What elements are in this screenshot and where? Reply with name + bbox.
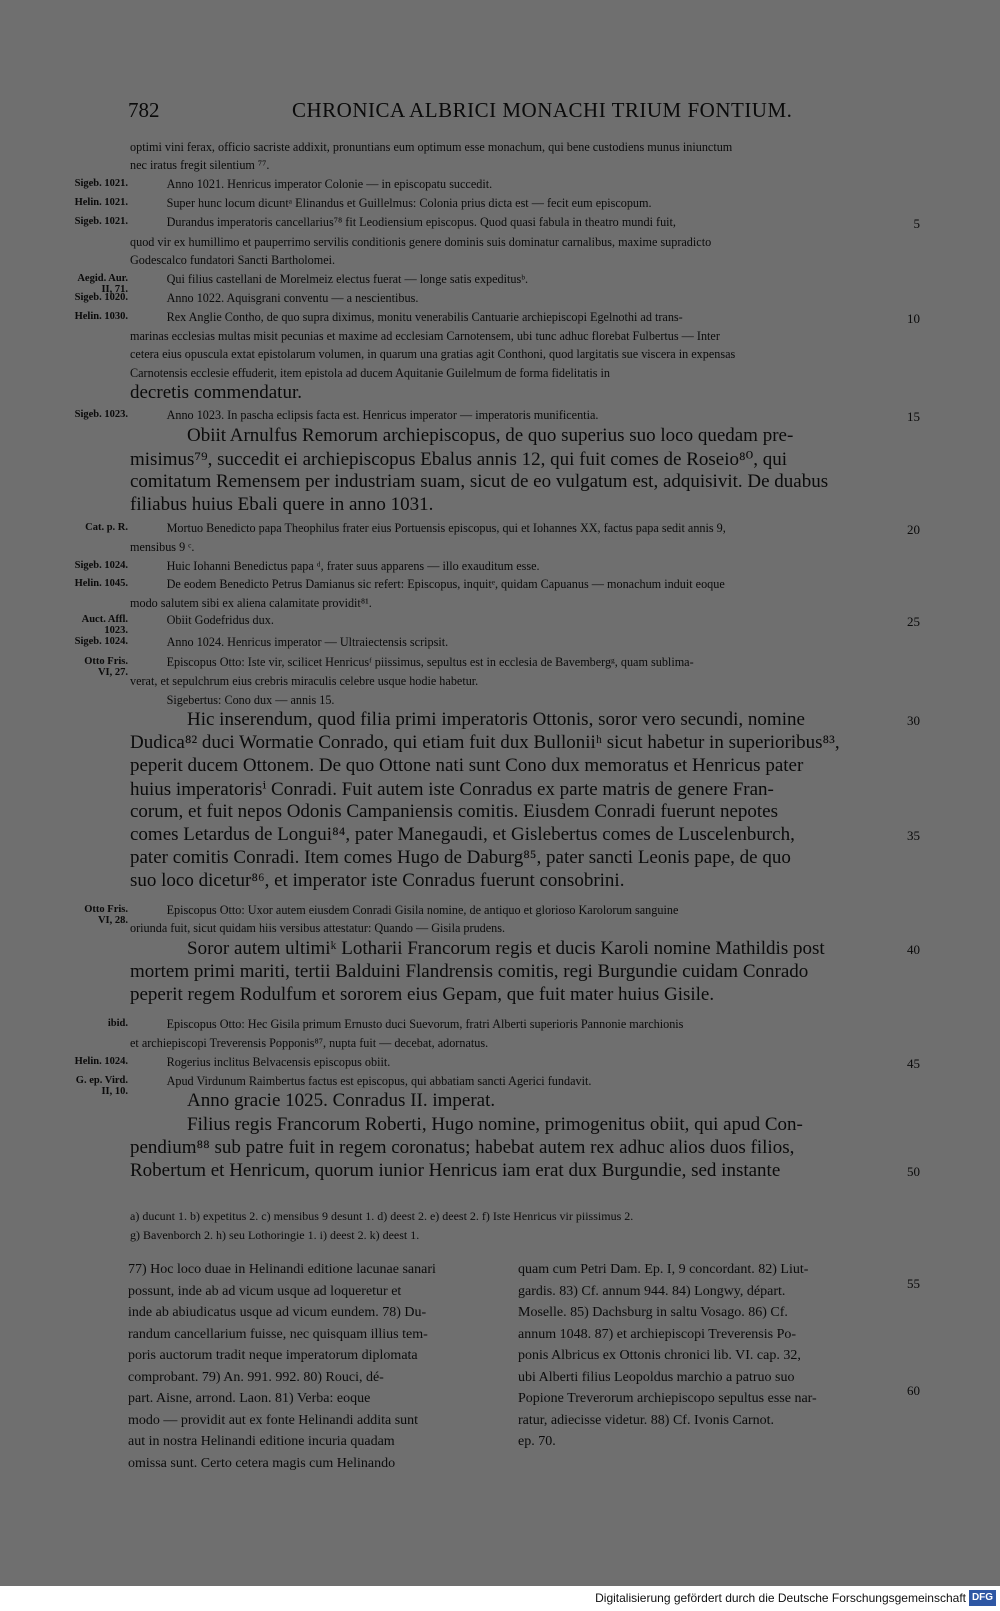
footnote-line: possunt, inde ab ad vicum usque ad loqueretur et: [128, 1283, 402, 1299]
excerpt-text-line: Anno 1022. Aquisgrani conventu — a nescientibus.: [130, 291, 419, 305]
excerpt-text-line: De eodem Benedicto Petrus Damianus sic refert: Episcopus, inquitᵉ, quidam Capuanus — monachum induit eoque: [130, 577, 725, 591]
excerpt-text-line: Obiit Godefridus dux.: [130, 613, 274, 627]
body-text-line: corum, et fuit nepos Odonis Campaniensis comitis. Eiusdem Conradi fuerunt nepotes: [130, 801, 779, 822]
body-text-line: Obiit Arnulfus Remorum archiepiscopus, de quo superius suo loco quedam pre-: [130, 425, 794, 446]
line-number: 15: [907, 409, 920, 424]
body-text-line: comes Letardus de Longui⁸⁴, pater Manegaudi, et Gislebertus comes de Luscelenburch,: [130, 824, 795, 845]
body-text-line: pendium⁸⁸ sub patre fuit in regem coronatus; habebat autem rex adhuc alios duos filios,: [130, 1137, 795, 1158]
body-text-line: mortem primi mariti, tertii Balduini Flandrensis comitis, regi Burgundie cuidam Conrado: [130, 961, 809, 982]
line-number: 60: [907, 1383, 920, 1398]
excerpt-text-line: modo salutem sibi ex aliena calamitate providit⁸¹.: [130, 596, 372, 610]
margin-source-reference: Sigeb. 1023.: [74, 409, 128, 420]
excerpt-text-line: Episcopus Otto: Hec Gisila primum Ernusto duci Suevorum, fratri Alberti superioris Pannonie marchionis: [130, 1017, 684, 1031]
footnote-line: ratur, adiecisse videtur. 88) Cf. Ivonis Carnot.: [518, 1412, 775, 1428]
margin-source-reference: Sigeb. 1024.: [74, 560, 128, 571]
margin-source-reference: Helin. 1030.: [74, 311, 128, 322]
body-text-line: comitatum Remensem per industriam suam, sicut de eo vulgatum est, adquisivit. De duabus: [130, 471, 829, 492]
excerpt-text-line: marinas ecclesias multas misit pecunias et maxime ad ecclesiam Carnotensem, ubi tunc adhuc florebat Fulbertus — Inter: [130, 329, 720, 343]
body-text-line: misimus⁷⁹, succedit ei archiepiscopus Ebalus annis 12, qui fuit comes de Roseio⁸⁰, qui: [130, 449, 788, 470]
body-text-line: suo loco dicetur⁸⁶, et imperator iste Conradus fuerunt consobrini.: [130, 870, 625, 891]
line-number: 30: [907, 713, 920, 728]
footnote-line: modo — providit aut ex fonte Helinandi addita sunt: [128, 1412, 419, 1428]
variant-line: g) Bavenborch 2. h) seu Lothoringie 1. i) deest 2. k) deest 1.: [130, 1228, 420, 1242]
margin-source-reference: Otto Fris.: [84, 656, 128, 667]
excerpt-text-line: Mortuo Benedicto papa Theophilus frater eius Portuensis episcopus, qui et Iohannes XX, factus papa sedit annis 9,: [130, 521, 726, 535]
excerpt-text-line: Super hunc locum dicuntᵃ Elinandus et Guillelmus: Colonia prius dicta est — fecit eum episcopum.: [130, 196, 652, 210]
body-text-line: Soror autem ultimiᵏ Lotharii Francorum regis et ducis Karoli nomine Mathildis post: [130, 938, 825, 959]
margin-source-reference: Sigeb. 1020.: [74, 292, 128, 303]
excerpt-text-line: et archiepiscopi Treverensis Popponis⁸⁷, nupta fuit — decebat, adornatus.: [130, 1036, 489, 1050]
excerpt-text-line: Sigebertus: Cono dux — annis 15.: [130, 693, 335, 707]
excerpt-text-line: oriunda fuit, sicut quidam hiis versibus attestatur: Quando — Gisila prudens.: [130, 921, 506, 935]
footnote-line: ubi Alberti filius Leopoldus marchio a patruo suo: [518, 1369, 795, 1385]
excerpt-text-line: Episcopus Otto: Uxor autem eiusdem Conradi Gisila nomine, de antiquo et glorioso Karolorum sanguine: [130, 903, 679, 917]
excerpt-text-line: verat, et sepulchrum eius crebris miraculis celebre usque hodie habetur.: [130, 674, 479, 688]
body-text-line: decretis commendatur.: [130, 382, 302, 403]
body-text-line: huius imperatorisⁱ Conradi. Fuit autem iste Conradus ex parte matris de genere Fran-: [130, 779, 774, 800]
margin-source-reference: Otto Fris.: [84, 904, 128, 915]
body-text-line: filiabus huius Ebali quere in anno 1031.: [130, 494, 434, 515]
excerpt-text-line: Apud Virdunum Raimbertus factus est episcopus, qui abbatiam sancti Agerici fundavit.: [130, 1074, 592, 1088]
margin-source-reference: II, 71.: [101, 284, 128, 295]
excerpt-text-line: quod vir ex humillimo et pauperrimo servilis conditionis genere dominis suis dominatur carnalibus, maxime supradicto: [130, 235, 712, 249]
footnote-line: comprobant. 79) An. 991. 992. 80) Rouci, dé-: [128, 1369, 384, 1385]
margin-source-reference: Helin. 1021.: [74, 197, 128, 208]
body-text-line: Anno gracie 1025. Conradus II. imperat.: [130, 1090, 496, 1111]
body-text-line: Hic inserendum, quod filia primi imperatoris Ottonis, soror vero secundi, nomine: [130, 709, 805, 730]
line-number: 45: [907, 1056, 920, 1071]
footnote-line: Popione Treverorum archiepiscopo sepultus esse nar-: [518, 1391, 817, 1406]
line-number: 25: [907, 614, 920, 629]
excerpt-text-line: Durandus imperatoris cancellarius⁷⁸ fit Leodiensium episcopus. Quod quasi fabula in theatro mundi fuit,: [130, 215, 676, 229]
line-number: 40: [907, 942, 920, 957]
excerpt-text-line: Rogerius inclitus Belvacensis episcopus obiit.: [130, 1055, 391, 1069]
margin-source-reference: VI, 27.: [97, 667, 128, 678]
margin-source-reference: ibid.: [107, 1018, 128, 1029]
footnote-line: part. Aisne, arrond. Laon. 81) Verba: eoque: [128, 1391, 371, 1406]
excerpt-text-line: Qui filius castellani de Morelmeiz electus fuerat — longe satis expeditusᵇ.: [130, 272, 529, 286]
footnote-line: poris auctorum tradit neque imperatorum diplomata: [128, 1348, 418, 1363]
body-text-line: Dudica⁸² duci Wormatie Conrado, qui etiam fuit dux Bulloniiʰ sicut habetur in superioribus⁸³,: [130, 732, 840, 753]
excerpt-text-line: Rex Anglie Contho, de quo supra diximus, monitu venerabilis Cantuarie archiepiscopi Egelnothi ad trans-: [130, 310, 683, 324]
excerpt-text-line: optimi vini ferax, officio sacriste addixit, pronuntians eum optimum esse monachum, qui bene custodiens munus iniunctum: [130, 140, 733, 154]
margin-source-reference: II, 10.: [101, 1086, 128, 1097]
excerpt-text-line: Anno 1023. In pascha eclipsis facta est. Henricus imperator — imperatoris munificentia.: [130, 408, 599, 422]
footnote-line: 77) Hoc loco duae in Helinandi editione lacunae sanari: [128, 1262, 436, 1277]
footnote-line: omissa sunt. Certo cetera magis cum Helinando: [128, 1455, 396, 1471]
footnote-line: annum 1048. 87) et archiepiscopi Treverensis Po-: [518, 1326, 797, 1342]
variant-line: a) ducunt 1. b) expetitus 2. c) mensibus 9 desunt 1. d) deest 2. e) deest 2. f) Iste Henricus vir piissimus 2.: [130, 1209, 634, 1223]
body-text-line: Filius regis Francorum Roberti, Hugo nomine, primogenitus obiit, qui apud Con-: [130, 1114, 803, 1135]
excerpt-text-line: Godescalco fundatori Sancti Bartholomei.: [130, 253, 336, 267]
footnote-line: inde ab abiudicatus usque ad vicum eundem. 78) Du-: [128, 1305, 427, 1320]
margin-source-reference: Aegid. Aur.: [77, 273, 128, 284]
footnote-line: ponis Albricus ex Ottonis chronici lib. VI. cap. 32,: [518, 1348, 801, 1363]
body-text-line: pater comitis Conradi. Item comes Hugo de Daburg⁸⁵, pater sancti Leonis pape, de quo: [130, 847, 791, 868]
footnote-line: quam cum Petri Dam. Ep. I, 9 concordant. 82) Liut-: [518, 1262, 809, 1277]
footnote-line: randum cancellarium fuisse, nec quisquam illius tem-: [128, 1326, 428, 1342]
margin-source-reference: Sigeb. 1021.: [74, 178, 128, 189]
margin-source-reference: Cat. p. R.: [85, 522, 128, 533]
excerpt-text-line: mensibus 9 ᶜ.: [130, 540, 195, 554]
excerpt-text-line: Huic Iohanni Benedictus papa ᵈ, frater suus apparens — illo exauditum esse.: [130, 559, 540, 573]
margin-source-reference: G. ep. Vird.: [75, 1075, 128, 1086]
line-number: 5: [913, 216, 920, 231]
line-number: 35: [907, 828, 920, 843]
margin-source-reference: Auct. Affl.: [81, 614, 128, 625]
margin-source-reference: Sigeb. 1024.: [74, 636, 128, 647]
line-number: 10: [907, 311, 920, 326]
excerpt-text-line: Anno 1024. Henricus imperator — Ultraiectensis scripsit.: [130, 635, 449, 649]
line-number: 20: [907, 522, 920, 537]
line-number: 50: [907, 1164, 920, 1179]
excerpt-text-line: Carnotensis ecclesie effuderit, item epistola ad ducem Aquitanie Guilelmum de forma fidelitatis in: [130, 366, 611, 380]
body-text-line: peperit regem Rodulfum et sororem eius Gepam, que fuit mater huius Gisile.: [130, 984, 715, 1005]
excerpt-text-line: cetera eius opuscula extat epistolarum volumen, in quarum una gratias agit Conthoni, quod largitatis sue viscera in expensas: [130, 347, 736, 361]
margin-source-reference: Helin. 1024.: [74, 1056, 128, 1067]
excerpt-text-line: Episcopus Otto: Iste vir, scilicet Henricusᶠ piissimus, sepultus est in ecclesia de Bavembergᵍ, quam sublima-: [130, 655, 694, 669]
footer-credit: Digitalisierung gefördert durch die Deutsche Forschungsgemeinschaft: [595, 1591, 966, 1605]
margin-source-reference: Helin. 1045.: [74, 578, 128, 589]
footnote-line: ep. 70.: [518, 1434, 556, 1449]
footnote-line: aut in nostra Helinandi editione incuria quadam: [128, 1434, 395, 1449]
margin-source-reference: VI, 28.: [97, 915, 128, 926]
footnote-line: gardis. 83) Cf. annum 944. 84) Longwy, départ.: [518, 1283, 786, 1299]
body-text-line: peperit ducem Ottonem. De quo Ottone nati sunt Cono dux memoratus et Henricus pater: [130, 755, 804, 776]
margin-source-reference: 1023.: [104, 625, 128, 636]
excerpt-text-line: nec iratus fregit silentium ⁷⁷.: [130, 158, 270, 172]
page-number: 782: [128, 98, 160, 122]
excerpt-text-line: Anno 1021. Henricus imperator Colonie — in episcopatu succedit.: [130, 177, 493, 191]
footnote-line: Moselle. 85) Dachsburg in saltu Vosago. 86) Cf.: [518, 1305, 788, 1320]
line-number: 55: [907, 1276, 920, 1291]
running-title: CHRONICA ALBRICI MONACHI TRIUM FONTIUM.: [292, 98, 793, 122]
margin-source-reference: Sigeb. 1021.: [74, 216, 128, 227]
dfg-logo: DFG: [969, 1590, 996, 1606]
body-text-line: Robertum et Henricum, quorum iunior Henricus iam erat dux Burgundie, sed instante: [130, 1160, 781, 1181]
digitization-footer: [0, 1586, 1000, 1611]
